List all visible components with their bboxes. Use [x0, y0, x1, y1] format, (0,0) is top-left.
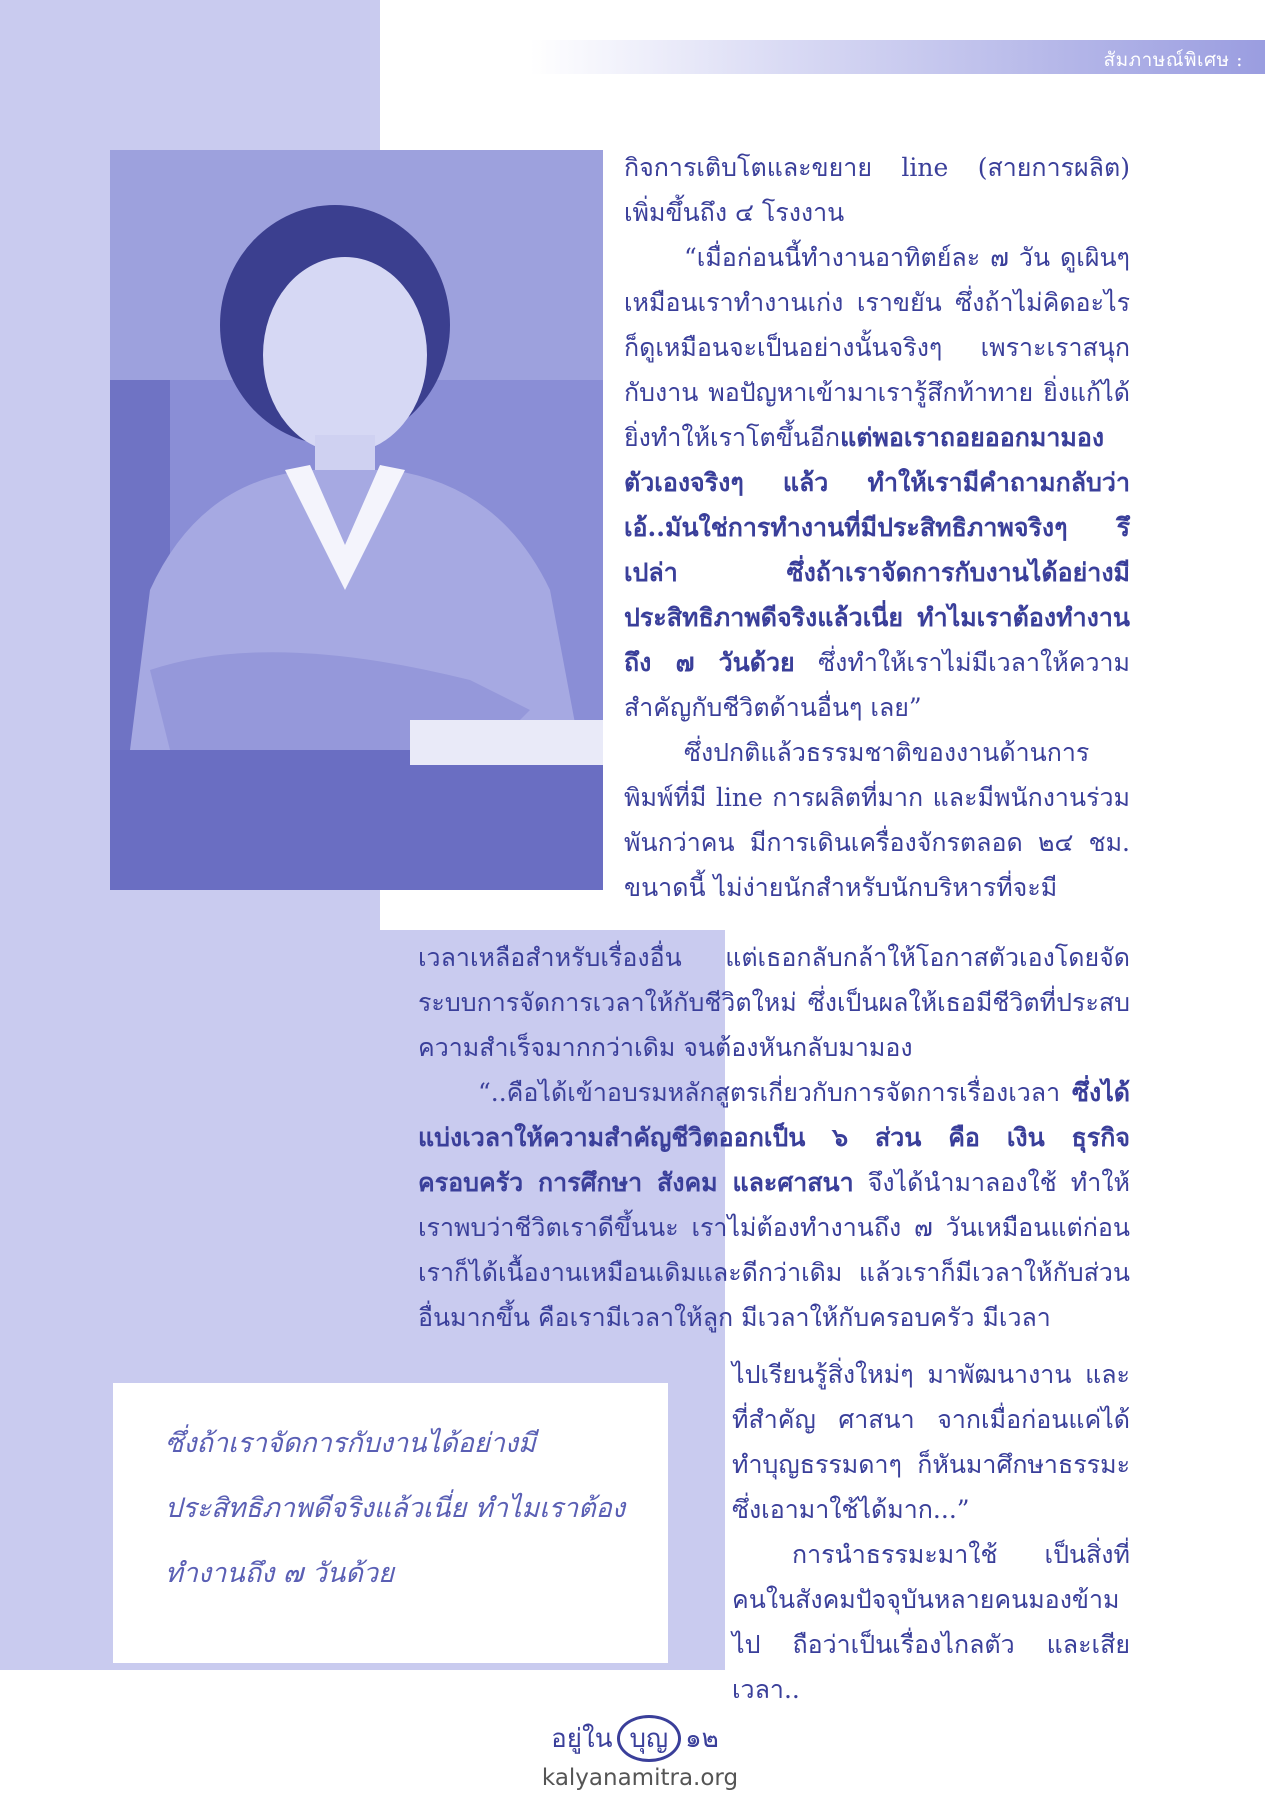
paragraph: ซึ่งปกติแล้วธรรมชาติของงานด้านการพิมพ์ที่มี line การผลิตที่มาก และมีพนักงานร่วมพันกว่าคน มีการเดินเครื่องจักรตลอด ๒๔ ชม. ขนาดนี้ ไม่ง่ายนักสำหรับนักบริหารที่จะมี [624, 738, 1130, 902]
quote-bold: ซึ่งได้แบ่งเวลาให้ความสำคัญชีวิตออกเป็น ๖ ส่วน คือ เงิน ธุรกิจ ครอบครัว การศึกษา สังคม และศาสนา [418, 1078, 1130, 1197]
pull-quote-box [113, 1383, 668, 1663]
footer-brand-prefix: อยู่ใน [551, 1724, 613, 1754]
portrait-icon [110, 150, 603, 890]
quote-text: “เมื่อก่อนนี้ทำงานอาทิตย์ละ ๗ วัน ดูเผินๆ เหมือนเราทำงานเก่ง เราขยัน ซึ่งถ้าไม่คิดอะไรก็ดูเหมือนจะเป็นอย่างนั้นจริงๆ เพราะเราสนุกกับงาน พอปัญหาเข้ามาเรารู้สึกท้าทาย ยิ่งแก้ได้ยิ่งทำให้เราโตขึ้นอีก [624, 243, 1130, 452]
pull-quote: ซึ่งถ้าเราจัดการกับงานได้อย่างมีประสิทธิภาพดีจริงแล้วเนี่ย ทำไมเราต้องทำงานถึง ๗ วันด้วย [165, 1428, 626, 1589]
page-footer [505, 1715, 765, 1763]
site-watermark: kalyanamitra.org [541, 1765, 739, 1791]
article-column-2 [418, 935, 1130, 1340]
footer-brand-oval: บุญ [617, 1715, 682, 1762]
paragraph: การนำธรรมะมาใช้ เป็นสิ่งที่คนในสังคมปัจจุบันหลายคนมองข้ามไป ถือว่าเป็นเรื่องไกลตัว และเสียเวลา.. [732, 1540, 1130, 1704]
section-header-band [530, 40, 1265, 74]
quote-paragraph [418, 1070, 1130, 1340]
paragraph: กิจการเติบโตและขยาย line (สายการผลิต) เพิ่มขึ้นถึง ๔ โรงงาน [624, 153, 1130, 227]
portrait-photo [110, 150, 603, 890]
quote-tail: ซึ่งทำให้เราไม่มีเวลาให้ความสำคัญกับชีวิตด้านอื่นๆ เลย” [624, 648, 1130, 722]
quote-bold: แต่พอเราถอยออกมามองตัวเองจริงๆ แล้ว ทำให้เรามีคำถามกลับว่า เอ้..มันใช่การทำงานที่มีประสิทธิภาพจริงๆ รึเปล่า ซึ่งถ้าเราจัดการกับงานได้อย่างมีประสิทธิภาพดีจริงแล้วเนี่ย ทำไมเราต้องทำงานถึง ๗ วันด้วย [624, 423, 1130, 677]
quote-paragraph [624, 235, 1130, 730]
quote-tail: จึงได้นำมาลองใช้ ทำให้เราพบว่าชีวิตเราดีขึ้นนะ เราไม่ต้องทำงานถึง ๗ วันเหมือนแต่ก่อน เราก็ได้เนื้องานเหมือนเดิมและดีกว่าเดิม แล้วเราก็มีเวลาให้กับส่วนอื่นมากขึ้น คือเรามีเวลาให้ลูก มีเวลาให้กับครอบครัว มีเวลา [418, 1168, 1130, 1332]
quote-text: “..คือได้เข้าอบรมหลักสูตรเกี่ยวกับการจัดการเรื่องเวลา [478, 1078, 1073, 1107]
paragraph: เวลาเหลือสำหรับเรื่องอื่น แต่เธอกลับกล้าให้โอกาสตัวเองโดยจัดระบบการจัดการเวลาให้กับชีวิตใหม่ ซึ่งเป็นผลให้เธอมีชีวิตที่ประสบความสำเร็จมากกว่าเดิม จนต้องหันกลับมามอง [418, 943, 1130, 1062]
page-number: ๑๒ [685, 1724, 719, 1754]
section-title: สัมภาษณ์พิเศษ : [1103, 49, 1243, 71]
paragraph: ไปเรียนรู้สิ่งใหม่ๆ มาพัฒนางาน และที่สำคัญ ศาสนา จากเมื่อก่อนแค่ได้ทำบุญธรรมดาๆ ก็หันมาศึกษาธรรมะซึ่งเอามาใช้ได้มาก...” [732, 1360, 1130, 1524]
article-column-1 [624, 145, 1130, 910]
article-column-3 [732, 1352, 1130, 1712]
